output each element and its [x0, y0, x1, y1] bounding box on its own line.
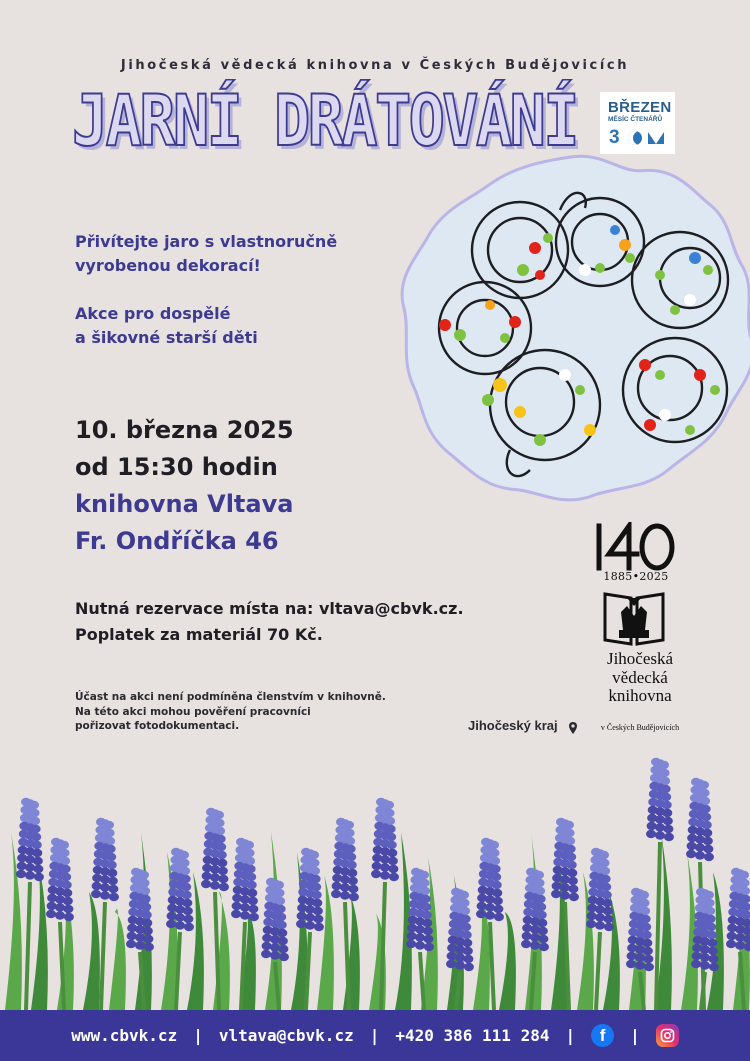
separator: | — [630, 1026, 640, 1045]
library-name-line: vědecká — [612, 667, 668, 687]
library-name-line: knihovna — [608, 686, 672, 705]
intro-line: vyrobenou dekorací! — [75, 256, 261, 275]
disclaimer-note — [75, 690, 386, 734]
badge-subtitle: MĚSÍC ČTENÁŘŮ — [608, 116, 663, 123]
facebook-icon[interactable]: f — [591, 1024, 614, 1047]
audience-line: a šikovné starší děti — [75, 328, 258, 347]
reservation-info — [75, 596, 464, 648]
email-link[interactable]: vltava@cbvk.cz — [218, 1026, 354, 1045]
note-line: Účast na akci není podmíněna členstvím v knihovně. — [75, 691, 386, 703]
intro-line: Přivítejte jaro s vlastnoručně — [75, 232, 338, 251]
instagram-glyph — [660, 1028, 675, 1043]
contact-footer — [0, 1010, 750, 1061]
note-line: Na této akci mohou pověření pracovníci — [75, 705, 311, 718]
library-location: v Českých Budějovicích — [600, 723, 680, 732]
library-emblem-icon — [601, 590, 667, 648]
grape-hyacinth-border — [0, 742, 750, 1010]
fee-text: Poplatek za materiál 70 Kč. — [75, 625, 323, 644]
organization-header: Jihočeská vědecká knihovna v Českých Budějovicích — [120, 58, 630, 73]
audience-line: Akce pro dospělé — [75, 304, 231, 323]
sponsor-name: Jihočeský kraj — [468, 718, 558, 733]
separator: | — [565, 1026, 576, 1045]
month-of-readers-badge — [600, 92, 675, 154]
separator: | — [369, 1026, 380, 1045]
event-venue: knihovna Vltava — [75, 490, 294, 518]
library-name-line: Jihočeská — [606, 649, 674, 668]
note-line: pořizovat fotodokumentaci. — [75, 720, 240, 732]
event-date: 10. března 2025 — [75, 416, 294, 444]
separator: | — [193, 1026, 203, 1045]
phone-link[interactable]: +420 386 111 284 — [395, 1026, 550, 1045]
location-pin-icon — [569, 722, 577, 734]
page-title: JARNÍ DRÁTOVÁNÍ — [72, 80, 577, 162]
event-time: od 15:30 hodin — [75, 453, 278, 481]
intro-text — [75, 230, 395, 374]
badge-month: BŘEZEN — [608, 99, 672, 116]
badge-number: 3 — [609, 127, 620, 148]
instagram-icon[interactable] — [656, 1024, 679, 1047]
event-address: Fr. Ondříčka 46 — [75, 527, 279, 555]
anniversary-logo — [595, 522, 677, 572]
library-name — [580, 650, 700, 706]
website-link[interactable]: www.cbvk.cz — [71, 1026, 178, 1045]
event-details — [75, 412, 294, 560]
wire-decorations-photo — [390, 150, 750, 505]
reservation-text: Nutná rezervace místa na: vltava@cbvk.cz. — [75, 599, 464, 618]
moon-icon — [628, 131, 642, 145]
book-icon — [648, 132, 664, 144]
anniversary-years: 1885•2025 — [603, 570, 669, 583]
